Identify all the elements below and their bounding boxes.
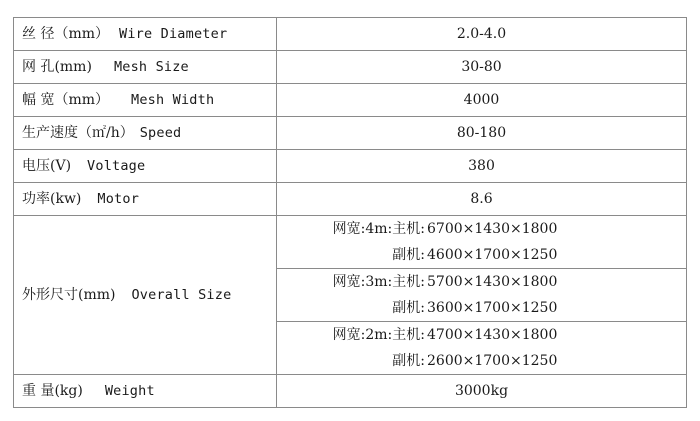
main-machine-line <box>277 269 686 295</box>
spec-label <box>14 18 277 51</box>
main-dims: 6700×1430×1800 <box>427 221 558 237</box>
aux-machine-line <box>277 242 686 268</box>
label-cn: 功率(kw) <box>22 190 82 207</box>
aux-dims: 2600×1700×1250 <box>427 353 558 369</box>
aux-machine-line <box>277 348 686 374</box>
spec-label <box>14 183 277 216</box>
size-group <box>277 269 686 322</box>
aux-dims: 3600×1700×1250 <box>427 300 558 316</box>
spec-value: 4000 <box>277 84 687 117</box>
spec-row-wire-diameter <box>14 18 687 51</box>
main-dims: 4700×1430×1800 <box>427 327 558 343</box>
spec-row-mesh-width <box>14 84 687 117</box>
label-en: Voltage <box>87 157 146 174</box>
spec-value: 30-80 <box>277 51 687 84</box>
spec-value: 2.0-4.0 <box>277 18 687 51</box>
label-cn: 重 量(kg) <box>22 382 83 399</box>
spec-value: 3000kg <box>277 375 687 408</box>
aux-machine-line <box>277 295 686 321</box>
spec-value: 8.6 <box>277 183 687 216</box>
main-machine-line <box>277 216 686 242</box>
spec-value: 380 <box>277 150 687 183</box>
main-prefix: 网宽:2m:主机: <box>332 327 425 343</box>
spec-label <box>14 216 277 375</box>
main-dims: 5700×1430×1800 <box>427 274 558 290</box>
aux-prefix: 副机: <box>392 353 425 369</box>
spec-row-weight <box>14 375 687 408</box>
spec-label <box>14 117 277 150</box>
label-en: Mesh Width <box>131 91 215 108</box>
aux-dims: 4600×1700×1250 <box>427 247 558 263</box>
spec-label <box>14 51 277 84</box>
main-machine-line <box>277 322 686 348</box>
label-cn: 电压(V) <box>22 157 72 174</box>
spec-row-speed <box>14 117 687 150</box>
label-en: Overall Size <box>131 286 232 303</box>
label-en: Wire Diameter <box>119 25 228 42</box>
label-en: Weight <box>104 382 155 399</box>
spec-label <box>14 84 277 117</box>
main-prefix: 网宽:4m:主机: <box>332 221 425 237</box>
overall-size-values <box>277 216 687 375</box>
label-cn: 生产速度（㎡/h） <box>22 124 134 141</box>
spec-label <box>14 150 277 183</box>
size-group <box>277 216 686 269</box>
label-cn: 幅 宽（mm） <box>22 91 110 108</box>
spec-row-mesh-size <box>14 51 687 84</box>
label-cn: 网 孔(mm) <box>22 58 92 75</box>
aux-prefix: 副机: <box>392 300 425 316</box>
spec-row-voltage <box>14 150 687 183</box>
label-cn: 丝 径（mm） <box>22 25 110 42</box>
size-group <box>277 322 686 374</box>
spec-row-motor <box>14 183 687 216</box>
label-cn: 外形尺寸(mm) <box>22 286 116 303</box>
label-en: Mesh Size <box>113 58 189 75</box>
spec-table <box>13 17 687 408</box>
spec-label <box>14 375 277 408</box>
spec-value: 80-180 <box>277 117 687 150</box>
aux-prefix: 副机: <box>392 247 425 263</box>
spec-row-overall-size <box>14 216 687 375</box>
main-prefix: 网宽:3m:主机: <box>332 274 425 290</box>
label-en: Motor <box>97 190 140 207</box>
label-en: Speed <box>139 124 182 141</box>
